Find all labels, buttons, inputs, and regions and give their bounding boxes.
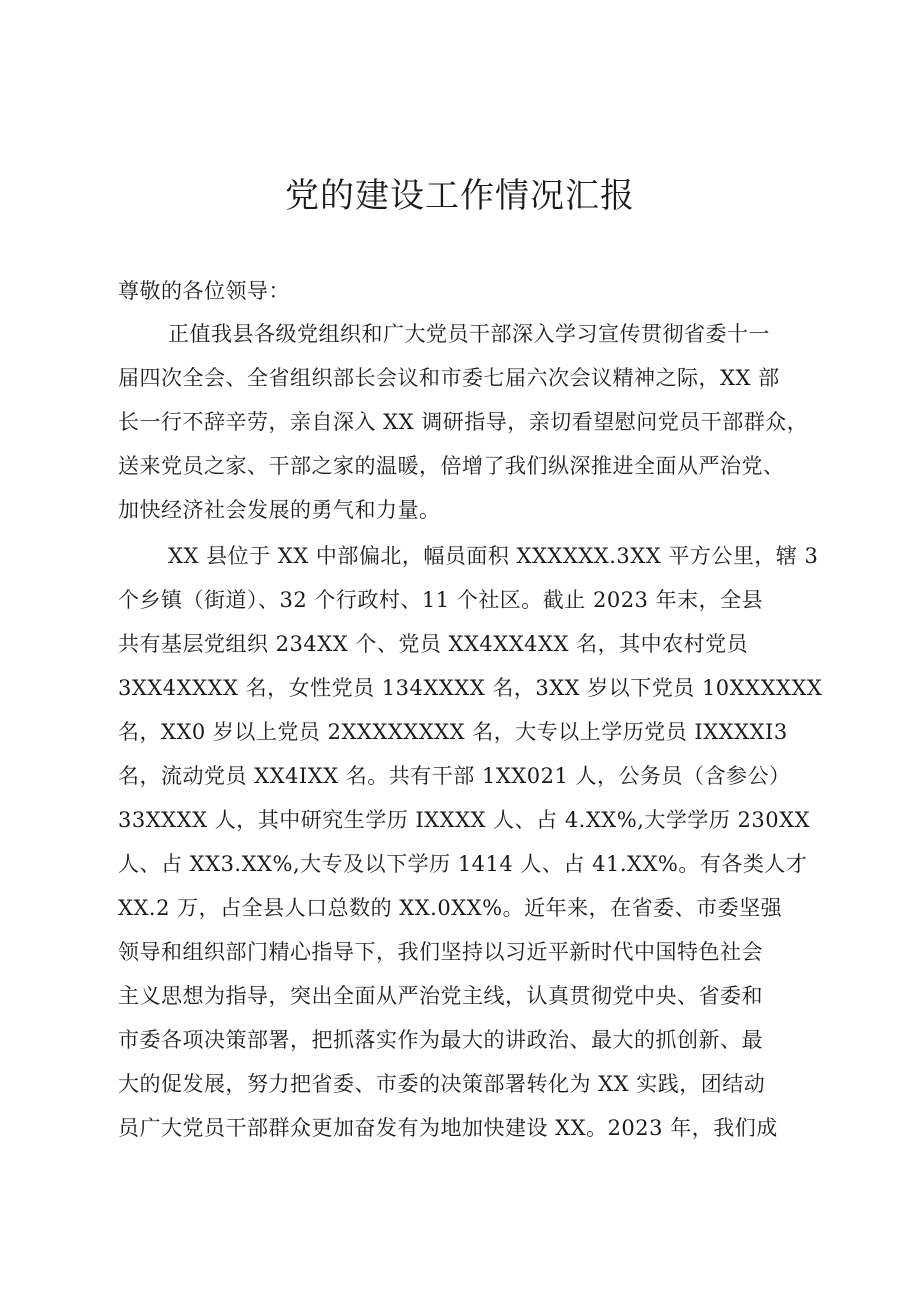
document-title: 党的建设工作情况汇报 bbox=[285, 176, 635, 216]
paragraph-2-line: 共有基层党组织 234XX 个、党员 XX4XX4XX 名，其中农村党员 bbox=[118, 632, 749, 656]
paragraph-1-line: 长一行不辞辛劳，亲自深入 XX 调研指导，亲切看望慰问党员干部群众， bbox=[118, 410, 809, 434]
paragraph-1-line: 送来党员之家、干部之家的温暖，倍增了我们纵深推进全面从严治党、 bbox=[118, 454, 785, 478]
paragraph-2-line: 大的促发展，努力把省委、市委的决策部署转化为 XX 实践，团结动 bbox=[118, 1072, 766, 1096]
paragraph-1-line: 正值我县各级党组织和广大党员干部深入学习宣传贯彻省委十一 bbox=[168, 322, 770, 346]
paragraph-2-line: 名，流动党员 XX4IXX 名。共有干部 1XX021 人，公务员（含参公） bbox=[118, 764, 791, 788]
paragraph-2-line: 33XXXX 人，其中研究生学历 IXXXX 人、占 4.XX%,大学学历 230XX bbox=[118, 808, 811, 832]
paragraph-2-line: 主义思想为指导，突出全面从严治党主线，认真贯彻党中央、省委和 bbox=[118, 984, 763, 1008]
paragraph-2-line: 领导和组织部门精心指导下，我们坚持以习近平新时代中国特色社会 bbox=[118, 940, 763, 964]
paragraph-2-line: 员广大党员干部群众更加奋发有为地加快建设 XX。2023 年，我们成 bbox=[118, 1116, 778, 1140]
salutation: 尊敬的各位领导： bbox=[118, 279, 290, 303]
paragraph-1-line: 届四次全会、全省组织部长会议和市委七届六次会议精神之际，XX 部 bbox=[118, 366, 780, 390]
paragraph-2-line: 人、占 XX3.XX%,大专及以下学历 1414 人、占 41.XX%。有各类人才 bbox=[118, 852, 808, 876]
paragraph-2-line: XX 县位于 XX 中部偏北，幅员面积 XXXXXX.3XX 平方公里，辖 3 bbox=[168, 544, 819, 568]
paragraph-2-line: 市委各项决策部署，把抓落实作为最大的讲政治、最大的抓创新、最 bbox=[118, 1028, 763, 1052]
paragraph-2-line: XX.2 万，占全县人口总数的 XX.0XX%。近年来，在省委、市委坚强 bbox=[118, 896, 783, 920]
paragraph-2-line: 个乡镇（街道）、32 个行政村、11 个社区。截止 2023 年末，全县 bbox=[118, 588, 764, 612]
paragraph-2-line: 3XX4XXXX 名，女性党员 134XXXX 名，3XX 岁以下党员 10XXXXXX bbox=[118, 676, 823, 700]
paragraph-2-line: 名，XX0 岁以上党员 2XXXXXXXX 名，大专以上学历党员 IXXXXI3 bbox=[118, 720, 788, 744]
paragraph-1-line: 加快经济社会发展的勇气和力量。 bbox=[118, 498, 441, 522]
